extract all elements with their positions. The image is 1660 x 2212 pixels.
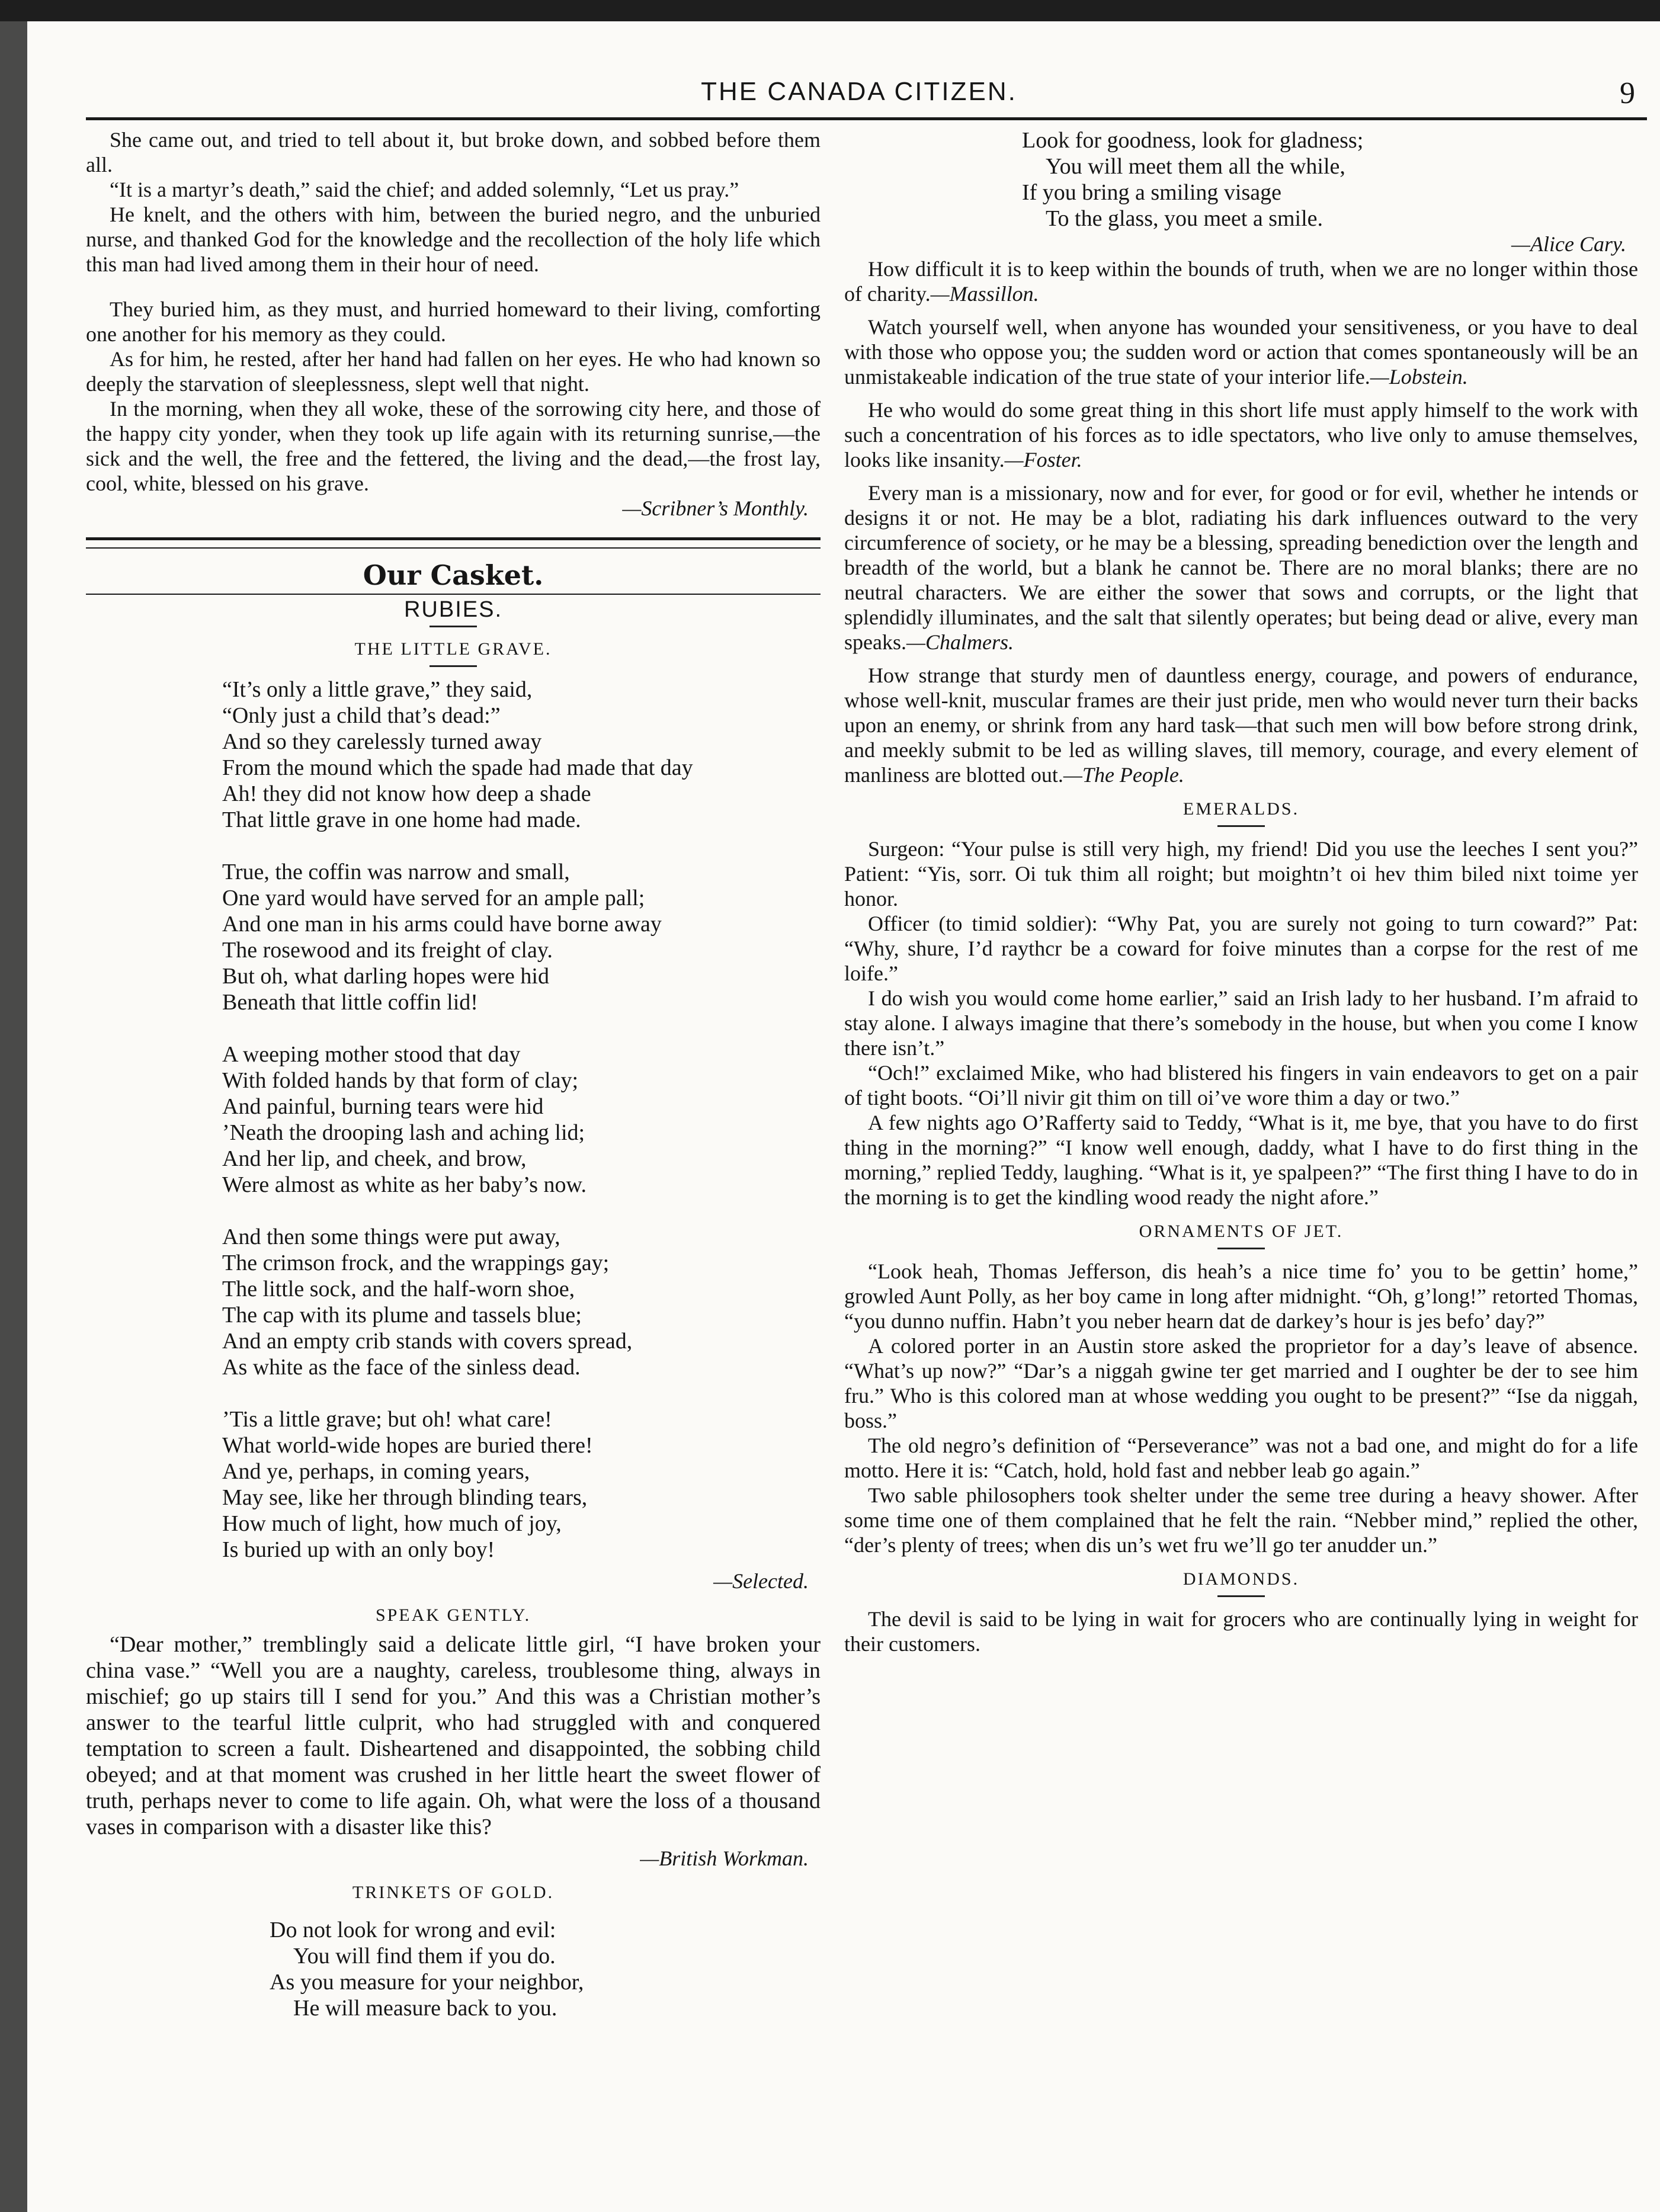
jet-paragraph: A colored porter in an Austin store asked the proprietor for a day’s leave of absence. “What’s up now?” “Dar’s a niggah gwine ter get married and I oughter be der to see him fru.” Who is this colored man at whose wedding you ought to be present?” “Ise da niggah, boss.” [844,1334,1638,1432]
poem-line: “Only just a child that’s dead:” [222,703,501,728]
quote-author: —Foster. [1004,448,1082,472]
poem-line: And ye, perhaps, in coming years, [222,1459,530,1484]
poem-stanza [222,859,821,1015]
quote-text: Watch yourself well, when anyone has wounded your sensitiveness, or you have to deal with those who oppose you; the sudden word or action that comes spontaneously will be an unmistakeable indication of the true state of your interior life. [844,315,1638,389]
poem-attribution: —Selected. [713,1569,809,1593]
scan-left-binding [0,21,27,2212]
mini-rule [1217,1595,1265,1597]
casket-title: Our Casket. [363,559,544,591]
diamonds-text: The devil is said to be lying in wait for grocers who are continually lying in weight for their customers. [844,1607,1638,1656]
emeralds-paragraph: A few nights ago O’Rafferty said to Teddy, “What is it, me bye, that you have to do first thing in the morning?” “I know well enough, daddy, what I have to do first thing in the morning,” replied Teddy, laughing. “What is it, ye spalpeen?” “The first thing I have to do in the morning is to get the kindling wood ready the night afore.” [844,1111,1638,1209]
poem-line: Look for goodness, look for gladness; [1022,128,1364,153]
trinkets-heading: TRINKETS OF GOLD. [352,1883,555,1902]
quote-text: How difficult it is to keep within the bounds of truth, when we are no longer within those of charity. [844,257,1638,306]
jet-paragraph: “Look heah, Thomas Jefferson, dis heah’s a nice time fo’ you to be gettin’ home,” growled Aunt Polly, as her boy came in long after midnight. “Oh, g’long!” retorted Thomas, “you dunno nuffin. Habn’t you neber hearn dat de darkey’s hour is jes befo’ day?” [844,1259,1638,1333]
quote-paragraph [844,257,1638,306]
poem-line: He will measure back to you. [293,1996,557,2021]
poem-line: Do not look for wrong and evil: [270,1918,556,1942]
scan-top-border [0,0,1660,21]
poem-line: A weeping mother stood that day [222,1042,521,1067]
story-paragraph: They buried him, as they must, and hurried homeward to their living, comforting one another for his memory as they could. [86,297,821,346]
poem-line: Were almost as white as her baby’s now. [222,1172,587,1197]
story-paragraph: As for him, he rested, after her hand had fallen on her eyes. He who had known so deeply the starvation of sleeplessness, slept well that night. [86,347,821,396]
jet-heading: ORNAMENTS OF JET. [1139,1222,1344,1241]
mini-rule [1217,1248,1265,1249]
poem-line: ’Neath the drooping lash and aching lid; [222,1120,585,1145]
poem-line: ’Tis a little grave; but oh! what care! [222,1407,552,1432]
header-rule [86,117,1647,120]
quote-author: —Chalmers. [906,630,1014,654]
story-paragraph: She came out, and tried to tell about it, but broke down, and sobbed before them all. [86,128,821,177]
poem-line: You will find them if you do. [293,1944,556,1969]
poem-line: As white as the face of the sinless dead. [222,1355,581,1380]
speak-gently-attribution: —British Workman. [640,1846,809,1870]
poem-line: To the glass, you meet a smile. [1046,206,1323,231]
page-number: 9 [1620,76,1635,110]
poem-line: You will meet them all the while, [1046,154,1345,179]
poem-line: The crimson frock, and the wrappings gay; [222,1251,610,1275]
quote-author: —The People. [1063,763,1184,787]
poem-line: Ah! they did not know how deep a shade [222,781,591,806]
diamonds-heading: DIAMONDS. [1182,1569,1300,1589]
poem-line: The rosewood and its freight of clay. [222,938,553,963]
poem-line: May see, like her through blinding tears, [222,1485,588,1510]
poem-line: What world-wide hopes are buried there! [222,1433,593,1458]
section-double-rule [86,537,821,549]
emeralds-paragraph: Officer (to timid soldier): “Why Pat, you are surely not going to turn coward?” Pat: “Why, shure, I’d raythcr be a coward for foive minutes than a corpse for the rest of me loife.” [844,912,1638,985]
emeralds-paragraph: “Och!” exclaimed Mike, who had blistered his fingers in vain endeavors to get on a pair of tight boots. “Oi’ll nivir git thim on till oi’ve wore thim a day or two.” [844,1061,1638,1110]
emeralds-paragraph: Surgeon: “Your pulse is still very high, my friend! Did you use the leeches I sent you?” Patient: “Yis, sorr. Oi tuk thim all roight; but moightn’t oi hev thim biled nixt toime yer honor. [844,837,1638,911]
poem-stanza [222,1041,821,1198]
mini-rule [1217,825,1265,827]
poem-stanza [222,677,821,833]
speak-gently-heading: SPEAK GENTLY. [375,1605,531,1625]
mini-rule [430,626,477,627]
jet-paragraph: The old negro’s definition of “Perseverance” was not a bad one, and might do for a life motto. Here it is: “Catch, hold, hold fast and nebber leab go again.” [844,1434,1638,1482]
poem-stanza [222,1224,821,1380]
trinkets-poem [270,1917,821,2021]
poem-line: As you measure for your neighbor, [270,1970,584,1995]
poem-line: The little sock, and the half-worn shoe, [222,1277,575,1301]
poem-line: And so they carelessly turned away [222,729,542,754]
poem-line: “It’s only a little grave,” they said, [222,677,533,702]
story-paragraph: He knelt, and the others with him, between the buried negro, and the unburied nurse, and thanked God for the knowledge and the recollection of the holy life which this man had lived among them in their hour of need. [86,203,821,276]
poem-line: And her lip, and cheek, and brow, [222,1146,527,1171]
poem-line: And one man in his arms could have borne away [222,912,662,937]
poem-line: With folded hands by that form of clay; [222,1068,579,1093]
quote-paragraph [844,480,1638,655]
story-paragraph: “It is a martyr’s death,” said the chief; and added solemnly, “Let us pray.” [110,178,739,201]
page-header [71,71,1647,118]
poem-line: And an empty crib stands with covers spread, [222,1329,633,1354]
cary-poem [1022,127,1638,232]
quote-paragraph [844,315,1638,389]
poem-line: From the mound which the spade had made that day [222,755,693,780]
story-attribution: —Scribner’s Monthly. [622,496,809,520]
poem-line: And painful, burning tears were hid [222,1094,544,1119]
story-paragraph: In the morning, when they all woke, these of the sorrowing city here, and those of the happy city yonder, when they took up life again with its returning sunrise,—the sick and the well, the free and the fettered, the living and the dead,—the frost lay, cool, white, blessed on his grave. [86,397,821,495]
poem-line: And then some things were put away, [222,1224,560,1249]
poem-line: If you bring a smiling visage [1022,180,1281,205]
mini-rule [430,665,477,667]
casket-rule [86,594,821,595]
poem-line: Is buried up with an only boy! [222,1537,495,1562]
poem-stanza [222,1406,821,1563]
little-grave-poem [222,677,821,1563]
quote-author: —Lobstein. [1370,365,1468,389]
poem-line: How much of light, how much of joy, [222,1511,562,1536]
poem-line: That little grave in one home had made. [222,807,581,832]
quote-text: How strange that sturdy men of dauntless energy, courage, and powers of endurance, whose well-knit, muscular frames are their just pride, men who would never turn their backs upon an enemy, or shrink from any hard task—that such men will bow before strong drink, and meekly submit to be led as willing slaves, till memory, courage, and every element of manliness are blotted out. [844,663,1638,787]
emeralds-paragraph: I do wish you would come home earlier,” said an Irish lady to her husband. I’m afraid to stay alone. I always imagine that there’s somebody in the house, but when you come I know there isn’t.” [844,986,1638,1060]
rubies-heading: RUBIES. [403,597,503,622]
speak-gently-text: “Dear mother,” tremblingly said a delicate little girl, “I have broken your china vase.” “Well you are a naughty, careless, troublesome thing, always in mischief; go up stairs till I send for you.” And this was a Christian mother’s answer to the tearful little culprit, who had struggled with and conquered temptation to screen a fault. Disheartened and disappointed, the sobbing child obeyed; and at that moment was crushed in her little heart the sweet flower of truth, perhaps never to come to life again. Oh, what were the loss of a thousand vases in comparison with a disaster like this? [86,1632,821,1839]
little-grave-heading: THE LITTLE GRAVE. [354,639,552,659]
newspaper-title: THE CANADA CITIZEN. [701,77,1017,106]
quote-paragraph [844,397,1638,472]
poem-line: One yard would have served for an ample pall; [222,886,645,911]
poem-line: True, the coffin was narrow and small, [222,860,570,884]
left-column [86,127,821,2021]
quote-paragraph [844,663,1638,787]
quote-text: Every man is a missionary, now and for ever, for good or for evil, whether he intends or designs it or not. He may be a blot, radiating his dark influences outward to the very circumference of society, or he may be a blessing, spreading benediction over the length and breadth of the world, but a blank he cannot be. There are no moral blanks; there are no neutral characters. We are either the sower that sows and corrupts, or the light that splendidly illuminates, and the salt that silently operates; but being dead or alive, every man speaks. [844,481,1638,654]
poem-attribution: —Alice Cary. [1511,232,1626,256]
emeralds-heading: EMERALDS. [1182,799,1300,819]
quote-author: —Massillon. [930,282,1039,306]
poem-line: But oh, what darling hopes were hid [222,964,549,989]
poem-line: Beneath that little coffin lid! [222,990,478,1015]
poem-line: The cap with its plume and tassels blue; [222,1303,582,1328]
jet-paragraph: Two sable philosophers took shelter under the seme tree during a heavy shower. After some time one of them complained that he felt the rain. “Nebber mind,” replied the other, “der’s plenty of trees; when dis un’s wet fru we’ll go ter anudder un.” [844,1483,1638,1557]
right-column [844,127,1638,1656]
quote-text: He who would do some great thing in this short life must apply himself to the work with such a concentration of his forces as to idle spectators, who live only to amuse themselves, looks like insanity. [844,398,1638,472]
